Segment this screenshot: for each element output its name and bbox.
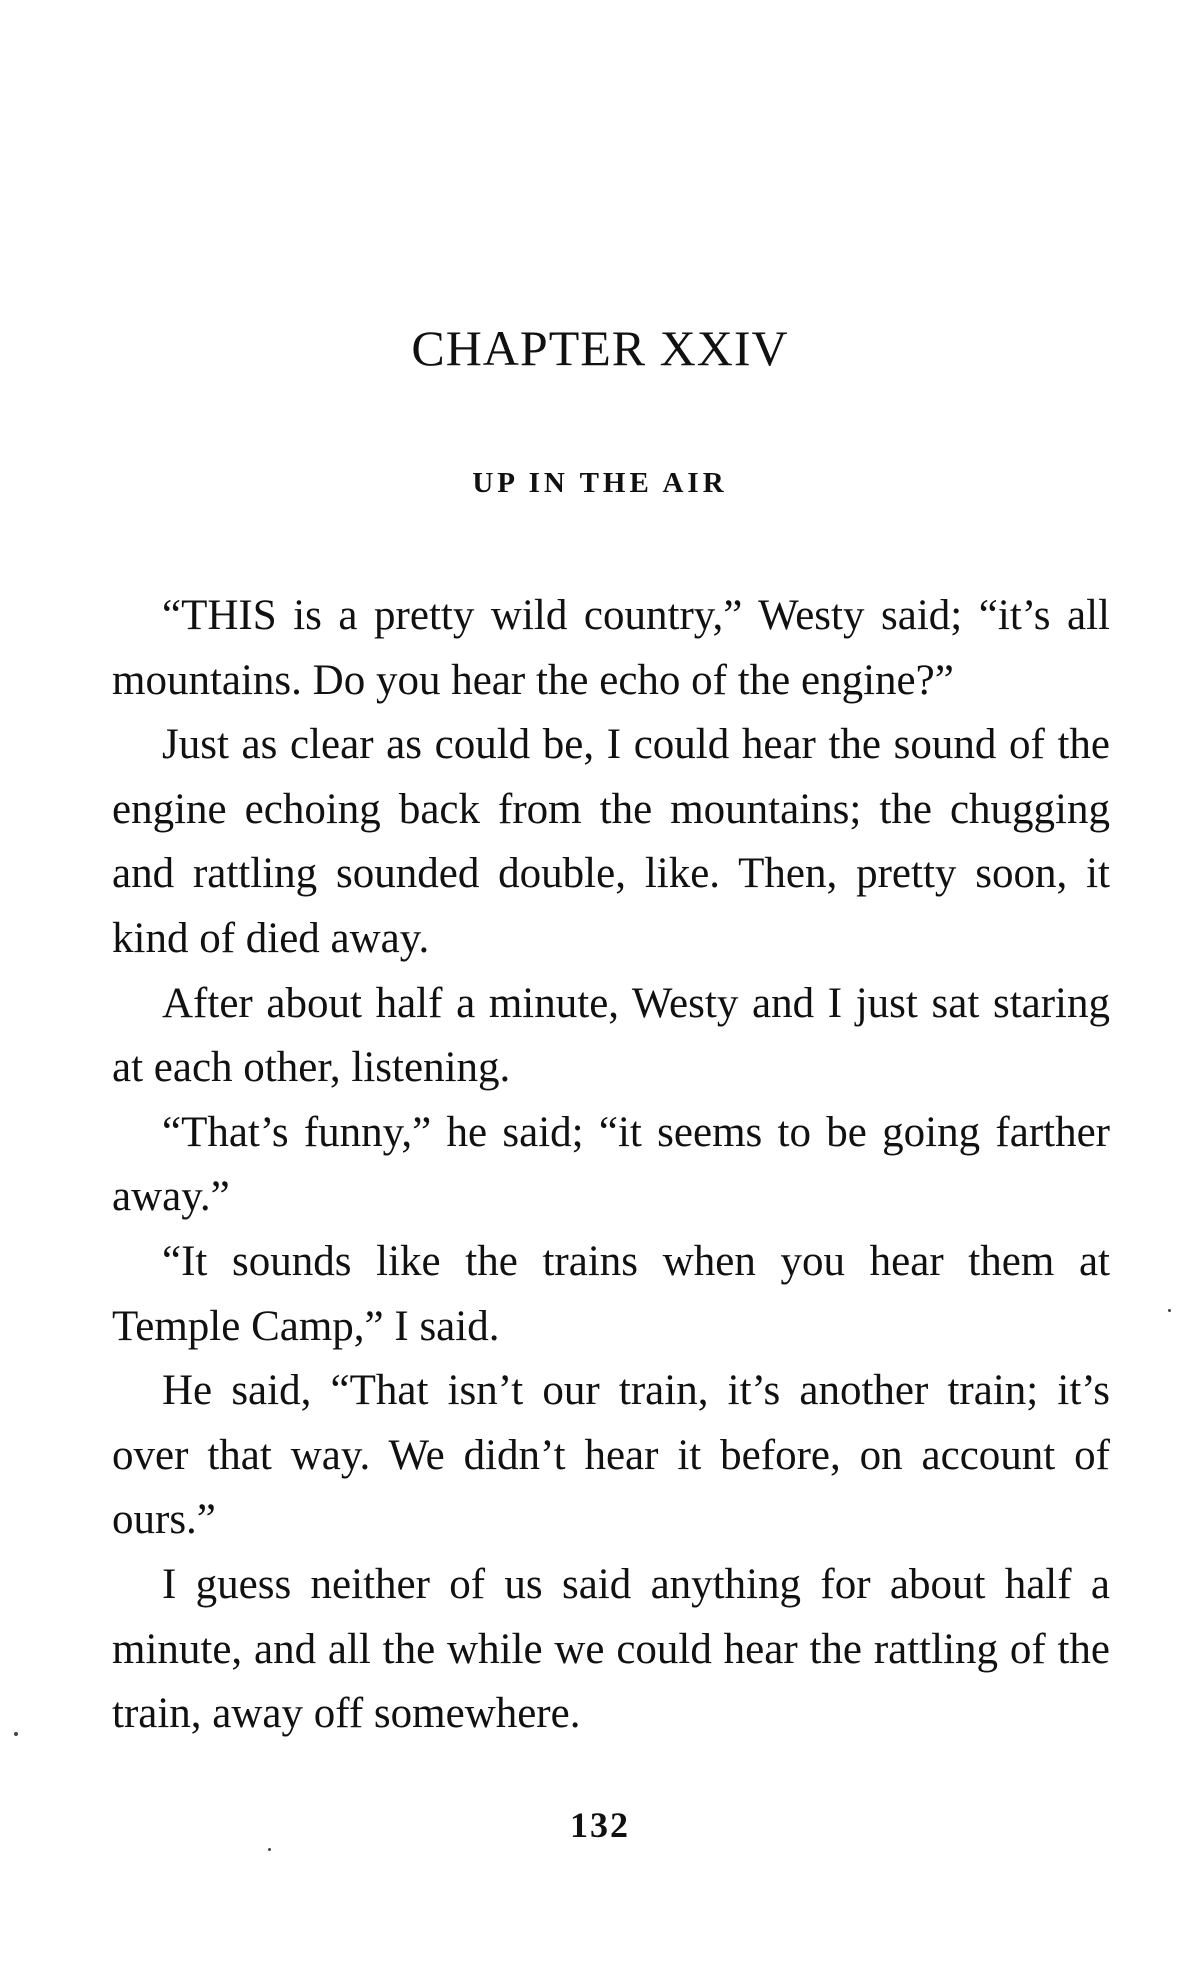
- paragraph: “That’s funny,” he said; “it seems to be going farther away.”: [112, 1108, 1110, 1221]
- paragraph: I guess neither of us said anything for about half a minute, and all the while we could hear the rattling of the train, away off somewhere.: [112, 1560, 1110, 1738]
- paragraph: “THIS is a pretty wild country,” Westy said; “it’s all mountains. Do you hear the echo of the engine?”: [112, 592, 1110, 704]
- paragraph: “It sounds like the trains when you hear them at Temple Camp,” I said.: [112, 1237, 1110, 1350]
- chapter-subtitle: UP IN THE AIR: [472, 467, 728, 499]
- paragraph: He said, “That isn’t our train, it’s another train; it’s over that way. We didn’t hear it before, on account of ours.”: [112, 1367, 1110, 1544]
- page-number: 132: [570, 1805, 630, 1845]
- chapter-title: CHAPTER XXIV: [411, 320, 789, 376]
- paragraph: Just as clear as could be, I could hear the sound of the engine echoing back from the mountains; the chugging and rattling sounded double, like. Then, pretty soon, it kind of died away.: [112, 721, 1110, 962]
- print-speck: [1168, 1309, 1171, 1312]
- chapter-body: [112, 584, 1110, 1747]
- print-speck: [14, 1732, 18, 1736]
- print-speck: [268, 1848, 271, 1851]
- paragraph: After about half a minute, Westy and I just sat staring at each other, listening.: [112, 979, 1110, 1092]
